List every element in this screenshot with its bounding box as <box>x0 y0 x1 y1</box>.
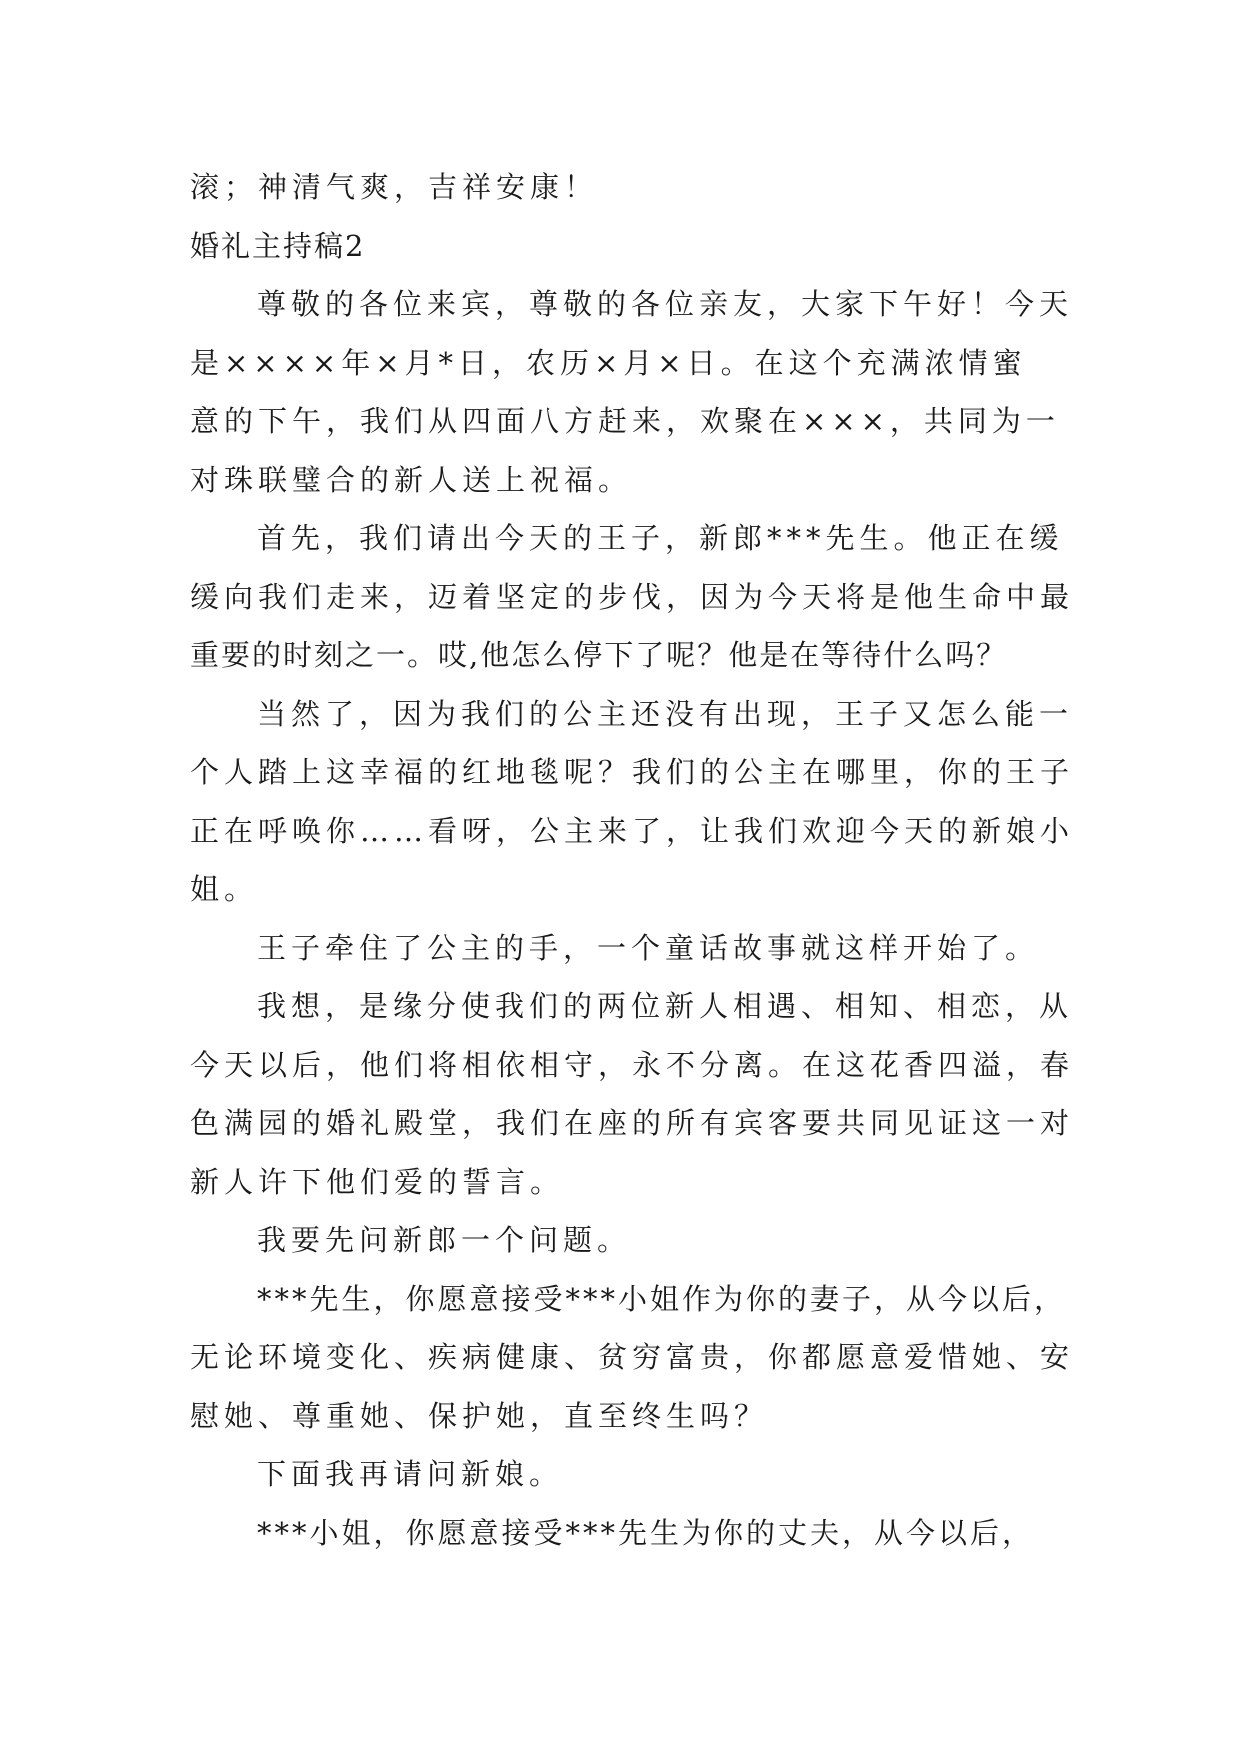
paragraph-line: 王子牵住了公主的手，一个童话故事就这样开始了。 <box>257 930 1040 965</box>
document-body <box>190 158 1075 1562</box>
paragraph-line: 色满园的婚礼殿堂，我们在座的所有宾客要共同见证这一对 <box>190 1106 1075 1140</box>
paragraph-line: 我想，是缘分使我们的两位新人相遇、相知、相恋，从 <box>257 989 1074 1023</box>
paragraph-line: 下面我再请问新娘。 <box>257 1457 564 1491</box>
paragraph-line: 首先，我们请出今天的王子，新郎***先生。他正在缓 <box>257 521 1064 555</box>
paragraph-line: 尊敬的各位来宾，尊敬的各位亲友，大家下午好！今天 <box>257 287 1074 321</box>
paragraph-line: 我要先问新郎一个问题。 <box>257 1223 632 1257</box>
section-title: 婚礼主持稿2 <box>190 228 366 263</box>
paragraph-line: 无论环境变化、疾病健康、贫穷富贵，你都愿意爱惜她、安 <box>190 1340 1075 1374</box>
paragraph-line: 对珠联璧合的新人送上祝福。 <box>190 462 633 497</box>
paragraph-line: ***小姐，你愿意接受***先生为你的丈夫，从今以后， <box>257 1515 1035 1550</box>
paragraph-line: 是××××年×月*日，农历×月×日。在这个充满浓情蜜 <box>190 345 1027 380</box>
paragraph-line: ***先生，你愿意接受***小姐作为你的妻子，从今以后， <box>257 1281 1067 1316</box>
paragraph-line: 个人踏上这幸福的红地毯呢？我们的公主在哪里，你的王子 <box>190 755 1075 789</box>
paragraph-line: 意的下午，我们从四面八方赶来，欢聚在×××，共同为一 <box>190 404 1060 438</box>
paragraph-line: 当然了，因为我们的公主还没有出现，王子又怎么能一 <box>257 696 1074 731</box>
text-line: 滚；神清气爽，吉祥安康！ <box>190 170 599 204</box>
paragraph-line: 今天以后，他们将相依相守，永不分离。在这花香四溢，春 <box>190 1047 1075 1082</box>
paragraph-line: 重要的时刻之一。哎,他怎么停下了呢？他是在等待什么吗？ <box>190 638 1008 672</box>
paragraph-line: 新人许下他们爱的誓言。 <box>190 1164 565 1199</box>
paragraph-line: 缓向我们走来，迈着坚定的步伐，因为今天将是他生命中最 <box>190 579 1075 614</box>
paragraph-line: 姐。 <box>190 872 259 906</box>
paragraph-line: 慰她、尊重她、保护她，直至终生吗？ <box>190 1398 769 1433</box>
paragraph-line: 正在呼唤你……看呀，公主来了，让我们欢迎今天的新娘小 <box>190 813 1075 848</box>
